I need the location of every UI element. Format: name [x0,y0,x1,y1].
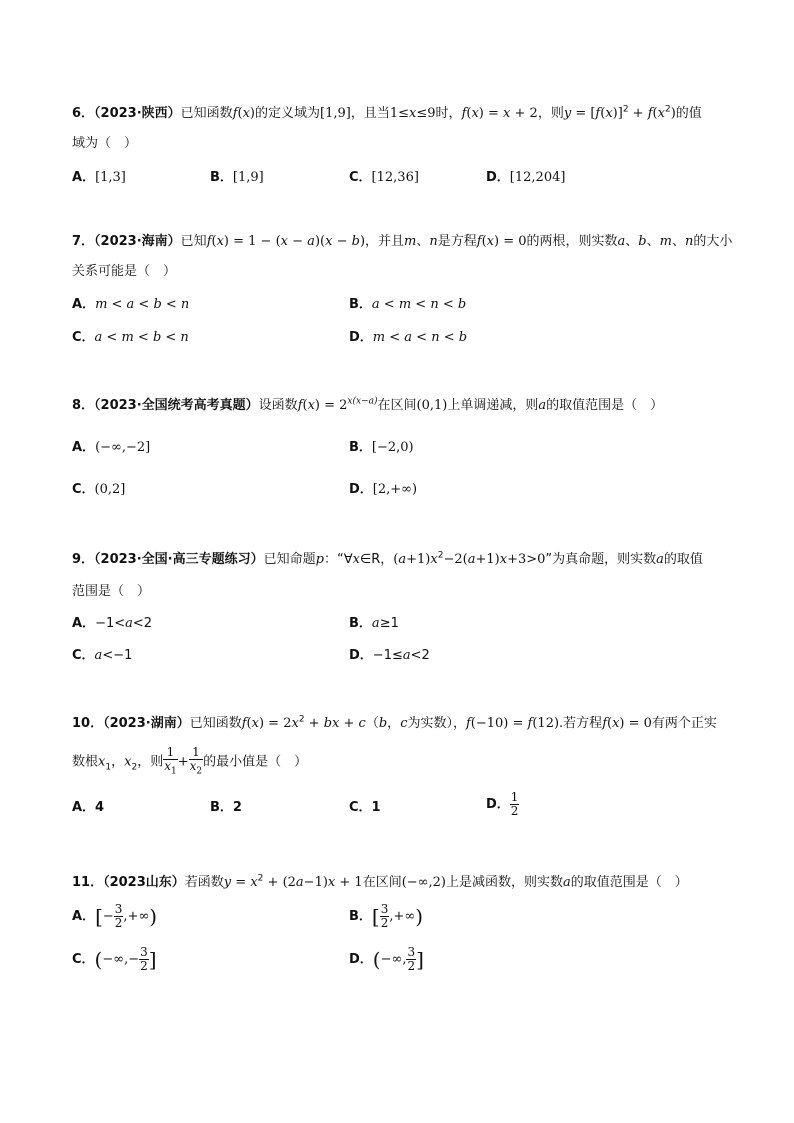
question-8-line1: 8．（2023·全国统考高考真题）设函数$f(x) = 2^{x(x-a)}$在区间(0,1)上单调递减，则a的取值范围是（ ） [72,396,664,413]
option-8a: A．(−∞,−2] [72,440,151,455]
option-11d: D．(−∞, $\frac{3}{2}$ ] [349,945,424,973]
option-11b: B．[ $\frac{3}{2}$ ,+∞) [349,902,424,930]
option-9a: A．−1<a<2 [72,616,153,631]
question-7-line1: 7．（2023·海南）已知f(x) = 1 − (x − a)(x − b)，并且m、n是方程f(x) = 0的两根，则实数a、b、m、n的大小 [72,234,733,249]
option-9b: B．a≥1 [349,616,399,631]
question-6-line2: 域为（ ） [72,136,138,151]
option-8c: C．(0,2] [72,482,126,497]
question-6-line1: 6．（2023·陕西）已知函数f(x)的定义域为[1,9]，且当1≤x≤9时，f(x) = x + 2，则$y = [f(x)]^2 + f(x^2)$的值 [72,104,702,121]
option-7b: B．a < m < n < b [349,297,467,312]
option-10a: A．4 [72,800,105,815]
option-6a: A．[1,3] [72,170,126,185]
option-11a: A．[− $\frac{3}{2}$ ,+∞) [72,902,158,930]
option-10c: C．1 [349,800,381,815]
option-10b: B．2 [210,800,242,815]
option-8d: D．[2,+∞) [349,482,418,497]
question-10-line1: 10．（2023·湖南）已知函数$f(x) = 2x^2$ + bx + c（b，c为实数），f(−10) = f(12).若方程f(x) = 0有两个正实 [72,714,717,731]
question-10-line2: 数根$x_1$，$x_2$，则 $\frac{1}{x_1}$ + $\frac{1}{x_2}$ 的最小值是（ ） [72,745,308,777]
option-7a: A．m < a < b < n [72,297,190,312]
question-11-line1: 11．（2023山东）若函数$y = x^2 + (2a-1)x + 1$在区间(−∞,2)上是减函数，则实数a的取值范围是（ ） [72,873,688,890]
question-9-line2: 范围是（ ） [72,584,151,599]
option-7d: D．m < a < n < b [349,330,468,345]
question-9-line1: 9．（2023·全国·高三专题练习）已知命题p：“∀x∈R，$(a+1)x^2-2(a+1)x+3>0$”为真命题，则实数a的取值 [72,550,703,567]
option-10d: D． $\frac{1}{2}$ [486,790,519,818]
option-6d: D．[12,204] [486,170,566,185]
question-7-line2: 关系可能是（ ） [72,264,177,279]
option-8b: B．[−2,0) [349,440,414,455]
option-9c: C．a<−1 [72,648,133,663]
option-6c: C．[12,36] [349,170,419,185]
option-7c: C．a < m < b < n [72,330,189,345]
option-9d: D．−1≤a<2 [349,648,430,663]
option-11c: C．(−∞,− $\frac{3}{2}$ ] [72,945,157,973]
option-6b: B．[1,9] [210,170,264,185]
